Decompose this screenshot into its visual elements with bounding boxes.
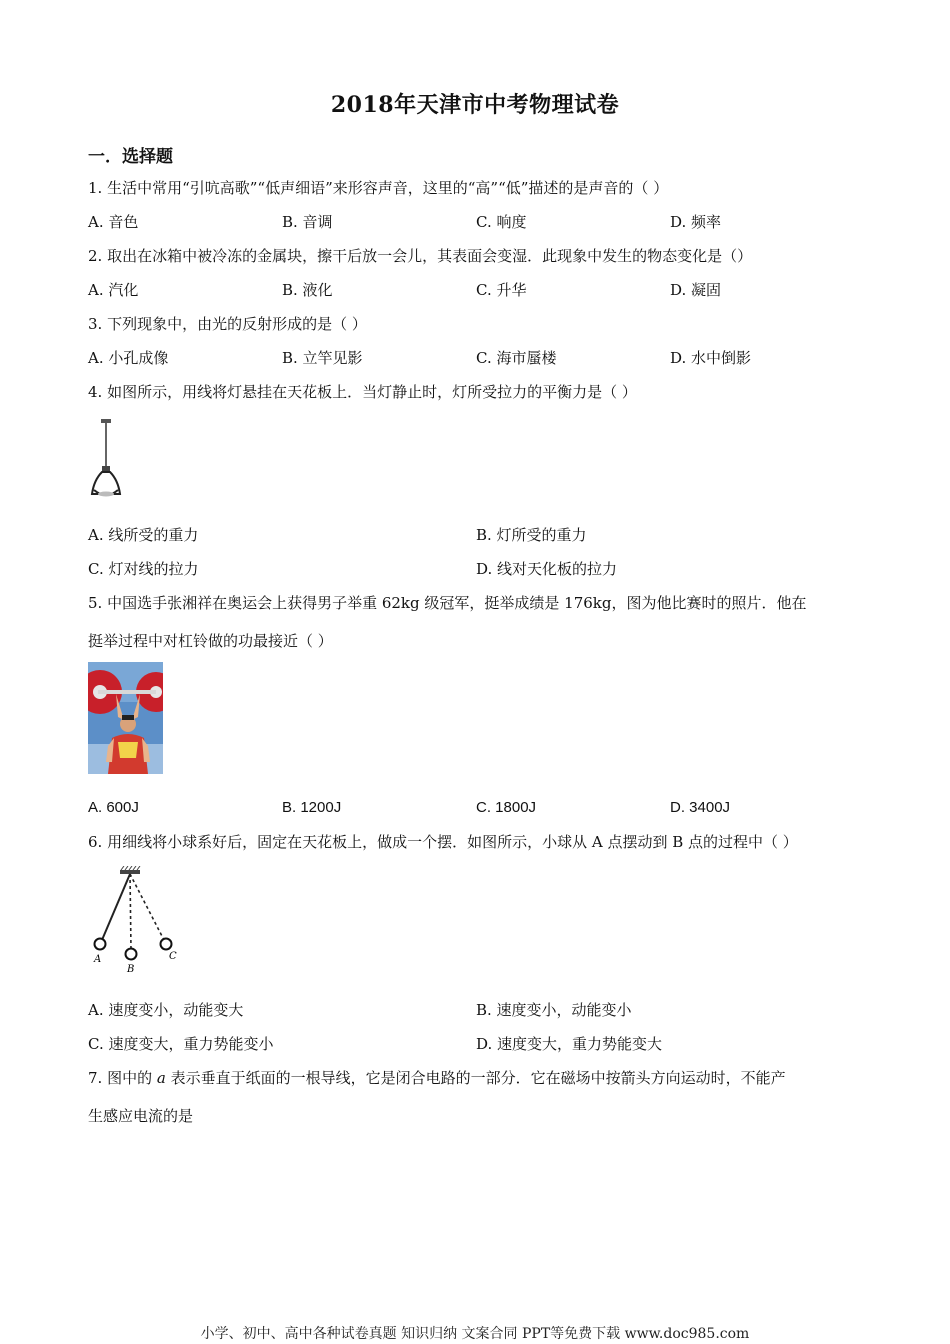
label-c: C <box>169 951 177 962</box>
question-2-stem: 2. 取出在冰箱中被冷冻的金属块，擦干后放一会儿，其表面会变湿．此现象中发生的物态变化是（） <box>88 247 753 265</box>
q5-option-c[interactable]: C. 1800J <box>476 799 537 816</box>
hanging-lamp-figure <box>88 418 128 502</box>
question-7-stem-line1 <box>88 1067 786 1089</box>
question-3-stem: 3. 下列现象中，由光的反射形成的是（ ） <box>88 315 367 333</box>
q4-option-b[interactable]: B. 灯所受的重力 <box>476 526 587 544</box>
q7-stem-prefix: 7. 图中的 <box>88 1069 153 1087</box>
pivot-mount <box>120 870 140 874</box>
q7-stem-variable: a <box>156 1069 166 1087</box>
q3-option-d[interactable]: D. 水中倒影 <box>670 349 752 367</box>
q2-option-b[interactable]: B. 液化 <box>282 281 333 299</box>
q4-option-c[interactable]: C. 灯对线的拉力 <box>88 560 199 578</box>
question-1-stem: 1. 生活中常用“引吭高歌”“低声细语”来形容声音，这里的“高”“低”描述的是声音的（ ） <box>88 179 669 197</box>
q6-option-c[interactable]: C. 速度变大，重力势能变小 <box>88 1035 274 1053</box>
q3-option-a[interactable]: A. 小孔成像 <box>88 349 169 367</box>
ball-position-c <box>161 939 172 950</box>
pendulum-string-a <box>102 874 130 940</box>
pendulum-string-b <box>130 874 131 950</box>
question-3-options <box>88 347 868 369</box>
question-5-stem-line2: 挺举过程中对杠铃做的功最接近（ ） <box>88 632 333 650</box>
q5-option-d[interactable]: D. 3400J <box>670 799 731 816</box>
q5-option-a[interactable]: A. 600J <box>88 799 139 816</box>
q1-option-c[interactable]: C. 响度 <box>476 213 527 231</box>
page-footer: 小学、初中、高中各种试卷真题 知识归纳 文案合同 PPT等免费下载 www.doc985.com <box>200 1326 750 1342</box>
label-a: A <box>94 954 102 965</box>
q2-option-c[interactable]: C. 升华 <box>476 281 527 299</box>
q1-option-d[interactable]: D. 频率 <box>670 213 722 231</box>
question-5-stem-line1: 5. 中国选手张湘祥在奥运会上获得男子举重 62kg 级冠军，挺举成绩是 176kg，图为他比赛时的照片．他在 <box>88 594 807 612</box>
barbell-bar <box>98 690 156 694</box>
q6-option-b[interactable]: B. 速度变小，动能变小 <box>476 1001 632 1019</box>
q3-option-c[interactable]: C. 海市蜃楼 <box>476 349 557 367</box>
pendulum-string-c <box>130 874 164 940</box>
q5-option-b[interactable]: B. 1200J <box>282 799 342 816</box>
ball-position-b <box>126 949 137 960</box>
question-6-stem: 6. 用细线将小球系好后，固定在天花板上，做成一个摆．如图所示，小球从 A 点摆动到 B 点的过程中（ ） <box>88 833 798 851</box>
question-7-stem-line2: 生感应电流的是 <box>88 1107 194 1125</box>
q6-option-a[interactable]: A. 速度变小，动能变大 <box>88 1001 244 1019</box>
q4-option-d[interactable]: D. 线对天化板的拉力 <box>476 560 618 578</box>
ball-position-a <box>95 939 106 950</box>
q6-option-d[interactable]: D. 速度变大，重力势能变大 <box>476 1035 663 1053</box>
question-6-options-row2 <box>88 1033 868 1055</box>
question-2-options <box>88 279 868 301</box>
pendulum-figure <box>88 866 184 976</box>
question-6-options-row1 <box>88 999 868 1021</box>
q1-option-a[interactable]: A. 音色 <box>88 213 139 231</box>
q2-option-a[interactable]: A. 汽化 <box>88 281 139 299</box>
ceiling-mount <box>101 419 111 423</box>
q2-option-d[interactable]: D. 凝固 <box>670 281 722 299</box>
q4-option-a[interactable]: A. 线所受的重力 <box>88 526 199 544</box>
q7-stem-suffix: 表示垂直于纸面的一根导线，它是闭合电路的一部分．它在磁场中按箭头方向运动时，不能产 <box>170 1069 786 1087</box>
question-4-options-row2 <box>88 558 868 580</box>
question-4-stem: 4. 如图所示，用线将灯悬挂在天花板上．当灯静止时，灯所受拉力的平衡力是（ ） <box>88 383 637 401</box>
question-1-options <box>88 211 868 233</box>
section-heading: 一．选择题 <box>88 147 173 167</box>
label-b: B <box>127 964 135 975</box>
question-5-options <box>88 797 868 819</box>
q1-option-b[interactable]: B. 音调 <box>282 213 333 231</box>
q3-option-b[interactable]: B. 立竿见影 <box>282 349 363 367</box>
weightlifter-photo <box>88 662 163 774</box>
page-title: 2018年天津市中考物理试卷 <box>330 92 620 118</box>
question-4-options-row1 <box>88 524 868 546</box>
